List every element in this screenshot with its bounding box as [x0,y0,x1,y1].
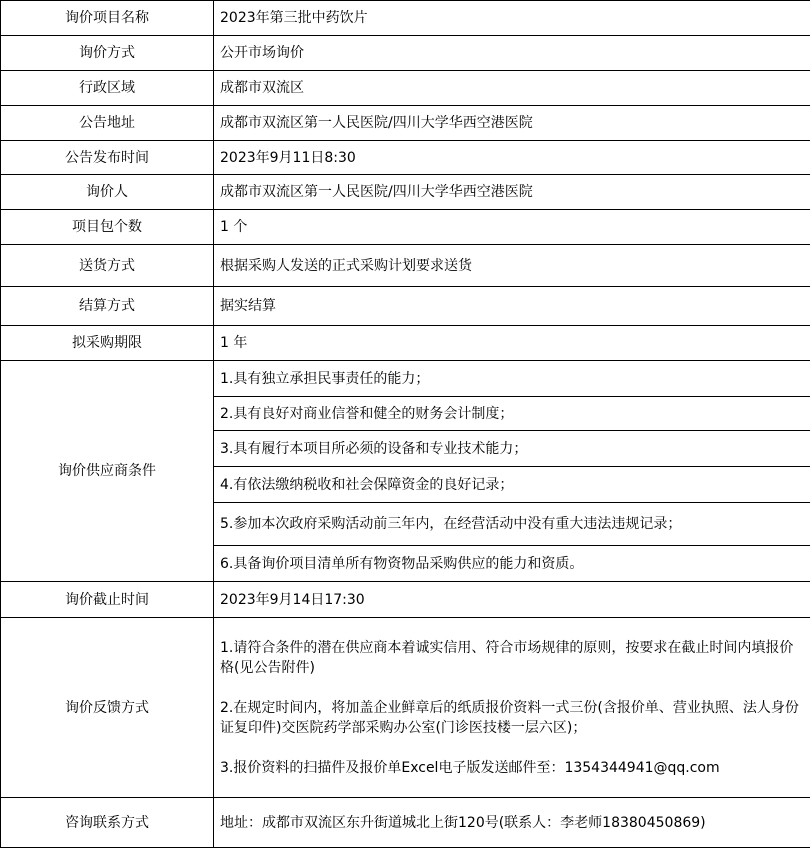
table-row [1,106,810,141]
row-label: 行政区域 [1,71,214,106]
condition-item: 3.具有履行本项目所必须的设备和专业技术能力； [214,431,810,467]
condition-item: 5.参加本次政府采购活动前三年内，在经营活动中没有重大违法违规记录； [214,503,810,546]
row-label: 询价项目名称 [1,1,214,36]
row-value: 2023年第三批中药饮片 [214,1,810,36]
row-value: 1 年 [214,326,810,361]
table-row [1,287,810,326]
supplier-conditions-label: 询价供应商条件 [1,361,214,582]
table-row [1,175,810,210]
row-value: 根据采购人发送的正式采购计划要求送货 [214,245,810,287]
row-value: 成都市双流区第一人民医院/四川大学华西空港医院 [214,175,810,210]
table-row [1,618,810,798]
row-value: 2023年9月11日8:30 [214,141,810,175]
deadline-label: 询价截止时间 [1,582,214,618]
feedback-item: 2.在规定时间内，将加盖企业鲜章后的纸质报价资料一式三份(含报价单、营业执照、法人身份证复印件)交医院药学部采购办公室(门诊医技楼一层六区)； [220,698,804,738]
feedback-item: 3.报价资料的扫描件及报价单Excel电子版发送邮件至：1354344941@qq.com [220,758,804,778]
table-row [1,361,810,397]
condition-item: 2.具有良好对商业信誉和健全的财务会计制度； [214,397,810,431]
row-value: 据实结算 [214,287,810,326]
row-label: 询价方式 [1,36,214,71]
feedback-item: 1.请符合条件的潜在供应商本着诚实信用、符合市场规律的原则，按要求在截止时间内填报价格(见公告附件) [220,638,804,678]
table-row [1,798,810,848]
table-row [1,141,810,175]
row-value: 公开市场询价 [214,36,810,71]
condition-item: 4.有依法缴纳税收和社会保障资金的良好记录； [214,467,810,503]
contact-label: 咨询联系方式 [1,798,214,848]
table-row [1,36,810,71]
deadline-value: 2023年9月14日17:30 [214,582,810,618]
table-row [1,71,810,106]
table-row [1,582,810,618]
row-value: 成都市双流区 [214,71,810,106]
row-label: 送货方式 [1,245,214,287]
feedback-value [214,618,810,798]
table-row [1,210,810,245]
row-label: 公告发布时间 [1,141,214,175]
row-value: 成都市双流区第一人民医院/四川大学华西空港医院 [214,106,810,141]
feedback-label: 询价反馈方式 [1,618,214,798]
table-row [1,326,810,361]
condition-item: 6.具备询价项目清单所有物资物品采购供应的能力和资质。 [214,546,810,582]
row-label: 公告地址 [1,106,214,141]
table-row [1,1,810,36]
condition-item: 1.具有独立承担民事责任的能力； [214,361,810,397]
contact-value: 地址：成都市双流区东升街道城北上街120号(联系人：李老师18380450869) [214,798,810,848]
row-value: 1 个 [214,210,810,245]
row-label: 拟采购期限 [1,326,214,361]
row-label: 结算方式 [1,287,214,326]
row-label: 项目包个数 [1,210,214,245]
table-row [1,245,810,287]
row-label: 询价人 [1,175,214,210]
